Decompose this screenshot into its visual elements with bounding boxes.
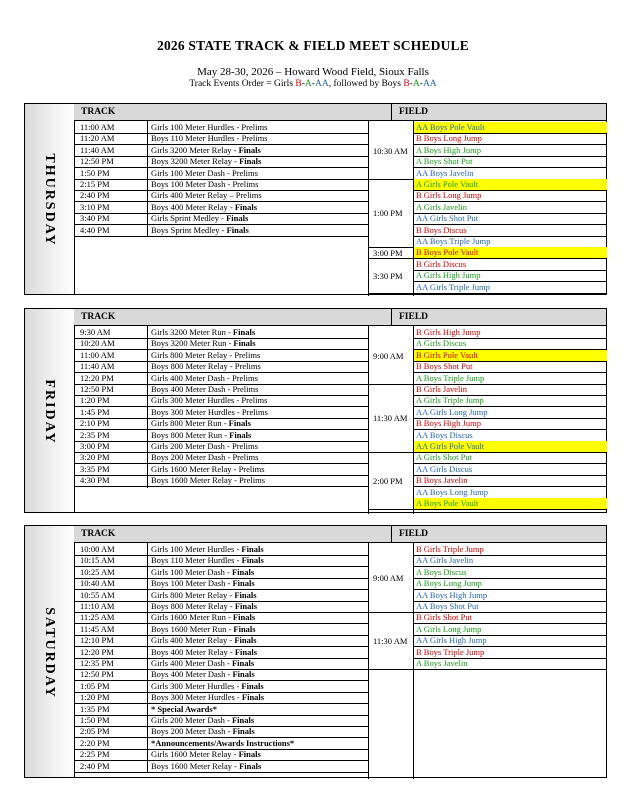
track-time: 1:45 PM: [80, 406, 110, 417]
track-event: [151, 418, 251, 429]
track-event-finals: Finals: [239, 156, 262, 167]
track-event-name: Girls 400 Meter Dash -: [151, 658, 232, 668]
field-time: 11:30 AM: [373, 413, 408, 424]
field-event: A Girls Shot Put: [416, 452, 472, 463]
order-boys-aa: AA: [422, 79, 437, 89]
order-prefix: Track Events Order = Girls: [189, 79, 296, 89]
track-event: [151, 590, 257, 601]
track-event: [151, 430, 251, 441]
track-event-finals: Finals: [232, 327, 256, 337]
field-event: A Girls Triple Jump: [416, 395, 484, 406]
track-time: 1:50 PM: [80, 167, 110, 178]
field-time: 9:00 AM: [373, 350, 404, 361]
field-event: B Boys Discus: [416, 224, 467, 235]
track-time: 9:30 AM: [80, 327, 111, 337]
track-event-finals: Finals: [228, 418, 251, 429]
field-time: 10:30 AM: [373, 145, 408, 156]
field-event: B Boys Javelin: [416, 475, 468, 486]
track-time: 3:40 PM: [80, 213, 110, 224]
day-name: FRIDAY: [42, 378, 57, 445]
track-event-name: Girls 100 Meter Hurdles -: [151, 544, 242, 554]
field-event: A Girls High Jump: [416, 270, 481, 281]
track-event: [151, 624, 256, 635]
track-time: 12:35 PM: [80, 658, 114, 668]
track-time: 12:50 PM: [80, 156, 114, 167]
track-time: 3:20 PM: [80, 452, 110, 463]
track-event: [151, 544, 264, 555]
track-event-finals: *Announcements/Awards Instructions*: [151, 737, 295, 748]
field-event: A Boys Pole Vault: [414, 498, 607, 509]
row-line: [74, 486, 369, 487]
track-event-name: Girls 3200 Meter Run -: [151, 327, 233, 337]
track-event: [151, 567, 254, 578]
order-girls-b: B: [295, 79, 302, 89]
track-event-finals: Finals: [239, 760, 262, 771]
track-event: [151, 555, 264, 566]
day-section-friday: [24, 308, 607, 513]
track-time: 11:25 AM: [80, 612, 115, 623]
track-event: [151, 692, 264, 703]
day-section-thursday: [24, 103, 607, 295]
track-event-name: Girls 100 Meter Hurdles - Prelims: [151, 122, 268, 132]
track-event-finals: Finals: [232, 612, 256, 623]
track-event: [151, 213, 248, 224]
track-event: [151, 647, 257, 658]
track-event-name: Girls 400 Meter Relay – Prelims: [151, 190, 262, 201]
track-time: 3:00 PM: [80, 441, 110, 451]
field-event: A Boys Javelin: [416, 658, 468, 668]
track-event: [151, 658, 254, 669]
track-time: 3:10 PM: [80, 201, 110, 212]
track-time: 11:00 AM: [80, 122, 115, 132]
track-event: [151, 612, 255, 623]
track-event-name: Boys Sprint Medley -: [151, 224, 227, 235]
field-time: 1:00 PM: [373, 208, 403, 219]
day-label-column: [25, 104, 75, 294]
track-event-name: Boys 100 Meter Dash - Prelims: [151, 179, 259, 189]
track-time: 12:20 PM: [80, 646, 114, 657]
track-event: [151, 361, 261, 372]
track-time: 2:05 PM: [80, 726, 110, 737]
field-event: A Boys Long Jump: [416, 578, 482, 589]
field-time: 11:30 AM: [373, 635, 408, 646]
track-event-name: Boys 400 Meter Relay -: [151, 646, 235, 657]
track-event: [151, 669, 255, 680]
field-event: AA Boys Discus: [416, 429, 473, 440]
track-time: 11:45 AM: [80, 623, 115, 634]
field-event: AA Girls Shot Put: [416, 213, 479, 224]
track-event-name: Girls 400 Meter Relay -: [151, 635, 235, 646]
field-event: AA Girls Javelin: [416, 555, 474, 566]
track-event: [151, 738, 294, 749]
track-event-name: Boys 200 Meter Dash -: [151, 726, 233, 737]
field-header: FIELD: [392, 104, 606, 121]
track-event-name: Girls 400 Meter Dash - Prelims: [151, 372, 258, 383]
track-time: 1:20 PM: [80, 395, 110, 406]
day-section-saturday: [24, 525, 607, 778]
track-event: [151, 601, 257, 612]
track-event: [151, 350, 260, 361]
track-event-finals: Finals: [241, 692, 265, 703]
track-event: [151, 749, 261, 760]
track-event-name: Boys 800 Meter Relay - Prelims: [151, 361, 261, 372]
track-event: [151, 475, 265, 486]
track-event-name: Girls 200 Meter Dash -: [151, 715, 232, 725]
track-event-finals: Finals: [241, 544, 264, 554]
track-event-name: Boys 1600 Meter Relay - Prelims: [151, 475, 266, 486]
track-event-finals: Finals: [232, 578, 255, 589]
track-time: 1:35 PM: [80, 703, 110, 714]
field-time: 3:30 PM: [373, 270, 403, 281]
row-line: [74, 772, 369, 773]
track-event-name: Boys 300 Meter Hurdles -: [151, 692, 242, 703]
track-event-finals: Finals: [229, 429, 252, 440]
track-event-finals: Finals: [231, 566, 255, 577]
group-line: [368, 669, 607, 670]
field-event: B Girls Triple Jump: [416, 544, 484, 554]
track-event-name: Boys 400 Meter Dash - Prelims: [151, 384, 259, 394]
track-event: [151, 168, 258, 179]
track-event: [151, 190, 262, 201]
track-event: [151, 202, 257, 213]
track-event-finals: Finals: [233, 623, 256, 634]
track-event: [151, 578, 255, 589]
track-event: [151, 441, 258, 452]
order-mid: , followed by Boys: [328, 79, 404, 89]
track-event-name: Girls 1600 Meter Relay - Prelims: [151, 463, 265, 474]
track-time: 2:35 PM: [80, 429, 110, 440]
field-header: FIELD: [392, 526, 606, 543]
field-event: AA Boys High Jump: [416, 589, 488, 600]
track-time: 11:20 AM: [80, 133, 115, 144]
track-time: 2:25 PM: [80, 749, 110, 760]
group-line: [368, 293, 607, 294]
field-event: B Girls Pole Vault: [414, 350, 607, 361]
track-event: [151, 373, 258, 384]
day-label-column: [25, 309, 75, 512]
field-event: AA Boys Javelin: [416, 167, 474, 178]
track-time: 12:20 PM: [80, 372, 114, 383]
track-event-finals: Finals: [234, 601, 258, 611]
track-event-name: Girls 200 Meter Dash - Prelims: [151, 441, 258, 451]
field-event: B Girls High Jump: [416, 327, 481, 337]
track-event-name: Girls 100 Meter Dash - Prelims: [151, 167, 258, 178]
track-time: 4:30 PM: [80, 475, 110, 486]
track-event: [151, 761, 261, 772]
track-time: 2:10 PM: [80, 418, 110, 429]
track-event: [151, 452, 258, 463]
field-event: AA Girls Pole Vault: [414, 441, 607, 452]
track-time: 10:40 AM: [80, 578, 115, 589]
track-event-finals: Finals: [234, 589, 257, 600]
track-event-name: Boys 3200 Meter Relay -: [151, 156, 240, 167]
field-time: 9:00 AM: [373, 573, 404, 584]
track-event-name: Boys 110 Meter Hurdles - Prelims: [151, 133, 268, 144]
track-event: [151, 681, 264, 692]
track-event-name: Girls 800 Meter Run -: [151, 418, 229, 429]
page-subtitle: May 28-30, 2026 – Howard Wood Field, Sioux Falls: [197, 66, 429, 78]
field-header: FIELD: [392, 309, 606, 326]
track-event-name: Boys 1600 Meter Run -: [151, 623, 234, 634]
track-event-finals: * Special Awards*: [151, 703, 217, 714]
order-boys-b: B: [403, 79, 410, 89]
track-time: 2:20 PM: [80, 737, 110, 748]
field-event: B Girls Long Jump: [416, 190, 482, 201]
field-event: B Boys Pole Vault: [414, 247, 607, 258]
field-time: 2:00 PM: [373, 475, 403, 486]
track-event-finals: Finals: [233, 338, 256, 349]
track-time: 2:15 PM: [80, 179, 110, 189]
field-event: A Boys High Jump: [416, 144, 481, 155]
track-event-name: Boys 3200 Meter Run -: [151, 338, 234, 349]
track-time: 12:50 PM: [80, 669, 114, 680]
track-event: [151, 635, 257, 646]
field-event: A Boys Shot Put: [416, 156, 473, 167]
row-line: [74, 236, 369, 237]
track-event: [151, 133, 268, 144]
grid-line: [368, 121, 369, 296]
field-event: AA Girls Triple Jump: [416, 281, 490, 292]
field-event: A Girls Javelin: [416, 201, 467, 212]
track-event-name: Girls 100 Meter Dash -: [151, 566, 232, 577]
track-event: [151, 122, 267, 133]
track-time: 11:00 AM: [80, 349, 115, 360]
order-dash: -: [409, 79, 413, 89]
track-event-finals: Finals: [231, 658, 255, 668]
field-event: A Girls Discus: [416, 338, 467, 349]
track-event: [151, 156, 261, 167]
track-event-finals: Finals: [234, 635, 257, 646]
field-event: B Girls Javelin: [416, 384, 467, 394]
order-dash: -: [301, 79, 305, 89]
day-label-column: [25, 526, 75, 777]
track-event-name: Girls 1600 Meter Run -: [151, 612, 233, 623]
track-header: TRACK: [74, 309, 392, 326]
track-event-name: Boys 200 Meter Dash - Prelims: [151, 452, 259, 463]
track-event-finals: Finals: [234, 646, 258, 657]
track-event-finals: Finals: [238, 749, 261, 760]
page-title: 2026 STATE TRACK & FIELD MEET SCHEDULE: [157, 38, 469, 53]
track-time: 1:50 PM: [80, 715, 110, 725]
track-event-name: Girls 800 Meter Relay -: [151, 589, 235, 600]
track-time: 11:40 AM: [80, 361, 115, 372]
track-event: [151, 464, 265, 475]
track-event: [151, 384, 258, 395]
order-dash: -: [311, 79, 315, 89]
track-event-name: Boys 800 Meter Run -: [151, 429, 230, 440]
track-event-finals: Finals: [232, 669, 255, 680]
order-dash: -: [419, 79, 423, 89]
track-event-finals: Finals: [234, 201, 258, 212]
track-event-name: Girls 300 Meter Hurdles - Prelims: [151, 395, 268, 406]
order-boys-a: A: [412, 79, 420, 89]
track-event-finals: Finals: [231, 715, 255, 725]
track-event-name: Girls 1600 Meter Relay -: [151, 749, 239, 760]
field-event: AA Girls Long Jump: [416, 406, 488, 417]
track-event: [151, 704, 217, 715]
field-event: A Girls Pole Vault: [414, 179, 607, 190]
track-time: 2:40 PM: [80, 760, 110, 771]
field-event: B Boys Triple Jump: [416, 646, 485, 657]
track-time: 11:10 AM: [80, 601, 115, 611]
track-event-finals: Finals: [226, 213, 249, 224]
track-time: 3:35 PM: [80, 463, 110, 474]
field-event: AA Boys Pole Vault: [414, 122, 607, 133]
track-event: [151, 407, 268, 418]
track-time: 10:20 AM: [80, 338, 115, 349]
track-event: [151, 395, 267, 406]
track-time: 10:00 AM: [80, 544, 115, 554]
row-line: [74, 703, 369, 704]
track-event-name: Girls Sprint Medley -: [151, 213, 227, 224]
field-time: 3:00 PM: [373, 248, 403, 259]
track-time: 12:50 PM: [80, 384, 114, 394]
track-time: 11:40 AM: [80, 144, 115, 155]
field-event: A Boys Discus: [416, 566, 467, 577]
track-event-name: Boys 800 Meter Relay -: [151, 601, 235, 611]
order-girls-a: A: [304, 79, 312, 89]
track-event-name: Girls 800 Meter Relay - Prelims: [151, 349, 261, 360]
field-event: B Boys High Jump: [416, 418, 481, 429]
track-event-name: Boys 300 Meter Hurdles - Prelims: [151, 406, 268, 417]
track-event-finals: Finals: [241, 555, 264, 566]
track-event: [151, 715, 254, 726]
track-event-finals: Finals: [232, 726, 255, 737]
track-event-name: Boys 110 Meter Hurdles -: [151, 555, 242, 566]
track-event-finals: Finals: [226, 224, 249, 235]
field-event: A Girls Long Jump: [416, 623, 482, 634]
field-event: B Boys Long Jump: [416, 133, 482, 144]
track-time: 2:40 PM: [80, 190, 110, 201]
track-time: 4:40 PM: [80, 224, 110, 235]
track-event-name: Girls 3200 Meter Relay -: [151, 144, 239, 155]
track-event-name: Girls 300 Meter Hurdles -: [151, 680, 242, 691]
events-order-note: [0, 79, 626, 89]
track-time: 10:15 AM: [80, 555, 115, 566]
track-time: 10:55 AM: [80, 589, 115, 600]
track-event: [151, 327, 255, 338]
field-event: AA Boys Triple Jump: [416, 236, 491, 246]
track-event-name: Boys 400 Meter Relay -: [151, 201, 235, 212]
order-girls-aa: AA: [314, 79, 329, 89]
field-event: AA Girls High Jump: [416, 635, 487, 646]
track-event: [151, 338, 256, 349]
field-event: B Boys Shot Put: [416, 361, 473, 372]
day-name: THURSDAY: [42, 153, 57, 247]
track-time: 1:20 PM: [80, 692, 110, 703]
track-time: 1:05 PM: [80, 680, 110, 691]
track-event-name: Boys 400 Meter Dash -: [151, 669, 233, 680]
track-event-finals: Finals: [241, 680, 264, 691]
track-event: [151, 225, 249, 236]
track-event: [151, 145, 261, 156]
track-time: 10:25 AM: [80, 566, 115, 577]
field-event: A Boys Triple Jump: [416, 372, 485, 383]
track-event-finals: Finals: [238, 144, 261, 155]
track-header: TRACK: [74, 526, 392, 543]
group-line: [368, 509, 607, 510]
track-event-name: Boys 1600 Meter Relay -: [151, 760, 240, 771]
track-event-name: Boys 100 Meter Dash -: [151, 578, 233, 589]
day-name: SATURDAY: [42, 606, 57, 699]
field-event: AA Girls Discus: [416, 463, 473, 474]
field-event: AA Boys Shot Put: [416, 601, 479, 611]
track-header: TRACK: [74, 104, 392, 121]
field-event: B Girls Shot Put: [416, 612, 472, 623]
field-event: AA Boys Long Jump: [416, 486, 489, 497]
track-event: [151, 726, 255, 737]
field-event: B Girls Discus: [416, 258, 467, 269]
track-event: [151, 179, 258, 190]
track-time: 12:10 PM: [80, 635, 114, 646]
